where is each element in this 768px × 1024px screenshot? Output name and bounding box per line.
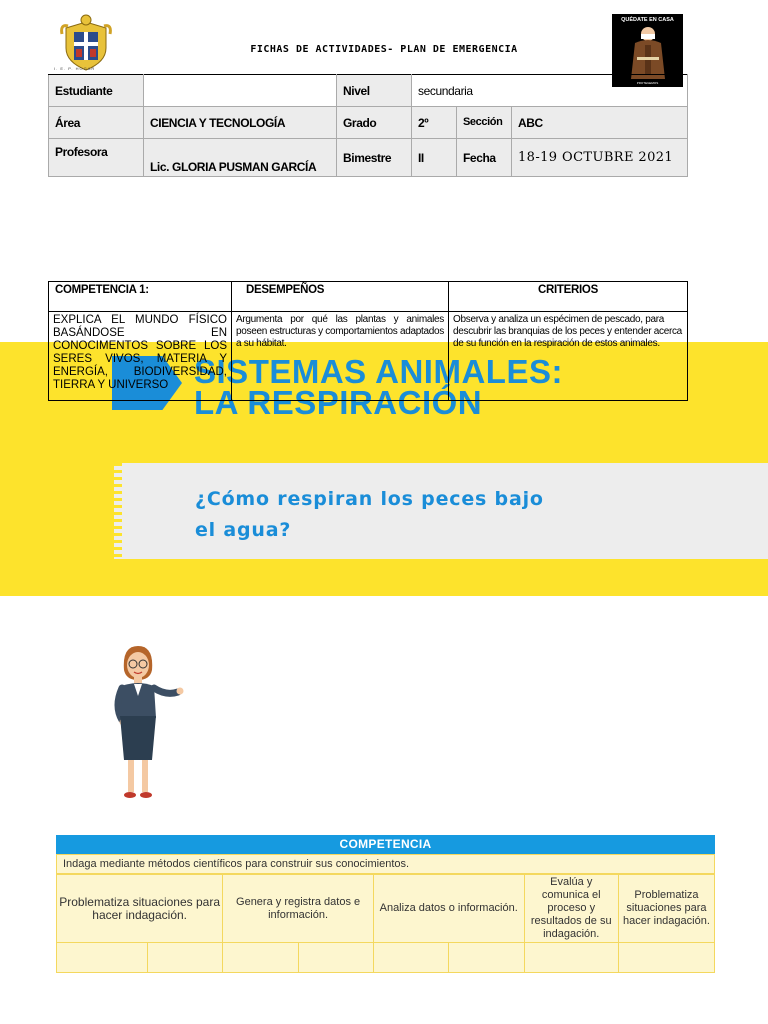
nivel-value: secundaria [412, 75, 688, 107]
area-value: CIENCIA Y TECNOLOGÍA [144, 107, 337, 139]
grado-value: 2º [412, 107, 457, 139]
competencia2-header: COMPETENCIA [56, 835, 715, 854]
profesora-value: Lic. GLORIA PUSMAN GARCÍA [144, 139, 337, 177]
seccion-label: Sección [457, 107, 512, 139]
capacity-1: Problematiza situaciones para hacer indagación. [57, 875, 223, 943]
monk-figure-icon [629, 25, 667, 81]
capacity-cell-3[interactable] [223, 943, 298, 973]
capacity-cell-5[interactable] [373, 943, 448, 973]
capacity-2: Genera y registra datos e información. [223, 875, 374, 943]
capacity-4: Evalúa y comunica el proceso y resultados de su indagación. [524, 875, 618, 943]
banner-title-line2: LA RESPIRACIÓN [194, 384, 483, 421]
competencia-table [48, 281, 688, 401]
desempenos-text: Argumenta por qué las plantas y animales poseen estructuras y comportamientos adaptados a su hábitat. [232, 312, 449, 401]
stay-home-small-text: PROTEGEMOS [636, 81, 659, 85]
competencia-header: COMPETENCIA 1: [49, 282, 232, 312]
capacity-cell-1[interactable] [57, 943, 148, 973]
fecha-value: 18-19 OCTUBRE 2021 [512, 139, 688, 177]
capacity-3: Analiza datos o información. [373, 875, 524, 943]
competencia2-description: Indaga mediante métodos científicos para construir sus conocimientos. [56, 854, 715, 874]
capacity-cell-8[interactable] [618, 943, 714, 973]
seccion-value: ABC [512, 107, 688, 139]
nivel-label: Nivel [337, 75, 412, 107]
stay-home-badge-text: QUÉDATE EN CASA [621, 17, 674, 23]
guiding-question [195, 484, 544, 546]
capacity-cell-2[interactable] [147, 943, 223, 973]
estudiante-label: Estudiante [49, 75, 144, 107]
logo-caption: I. E. P. HOGAR [54, 66, 96, 71]
grado-label: Grado [337, 107, 412, 139]
fecha-label: Fecha [457, 139, 512, 177]
school-crest-icon [60, 14, 112, 72]
competencia-text: EXPLICA EL MUNDO FÍSICO BASÁNDOSE EN CONOCIMENTOS SOBRE LOS SERES VIVOS, MATERIA Y ENERGÍA, BIODIVERSIDAD, TIERRA Y UNIVERSO [49, 312, 232, 401]
profesora-label: Profesora [49, 139, 144, 177]
capacity-cell-7[interactable] [524, 943, 618, 973]
question-line1: ¿Cómo respiran los peces bajo [195, 488, 544, 510]
teacher-illustration [100, 640, 190, 805]
desempenos-header: DESEMPEÑOS [232, 282, 449, 312]
document-title: FICHAS DE ACTIVIDADES- PLAN DE EMERGENCIA [250, 44, 518, 55]
bimestre-value: II [412, 139, 457, 177]
area-label: Área [49, 107, 144, 139]
capacity-cell-6[interactable] [449, 943, 524, 973]
estudiante-value[interactable] [144, 75, 337, 107]
criterios-text: Observa y analiza un espécimen de pescado, para descubrir las branquias de los peces y entender acerca de su función en la respiración de estos animales. [449, 312, 688, 401]
bimestre-label: Bimestre [337, 139, 412, 177]
torn-paper-edge [114, 463, 122, 559]
competencia-capacities-box [56, 835, 715, 973]
capacities-grid [56, 874, 715, 973]
banner-title-line1: SISTEMAS ANIMALES: [194, 353, 563, 390]
criterios-header: CRITERIOS [449, 282, 688, 312]
student-info-table [48, 74, 688, 177]
question-line2: el agua? [195, 519, 292, 541]
capacity-cell-4[interactable] [298, 943, 373, 973]
capacity-5: Problematiza situaciones para hacer indagación. [618, 875, 714, 943]
